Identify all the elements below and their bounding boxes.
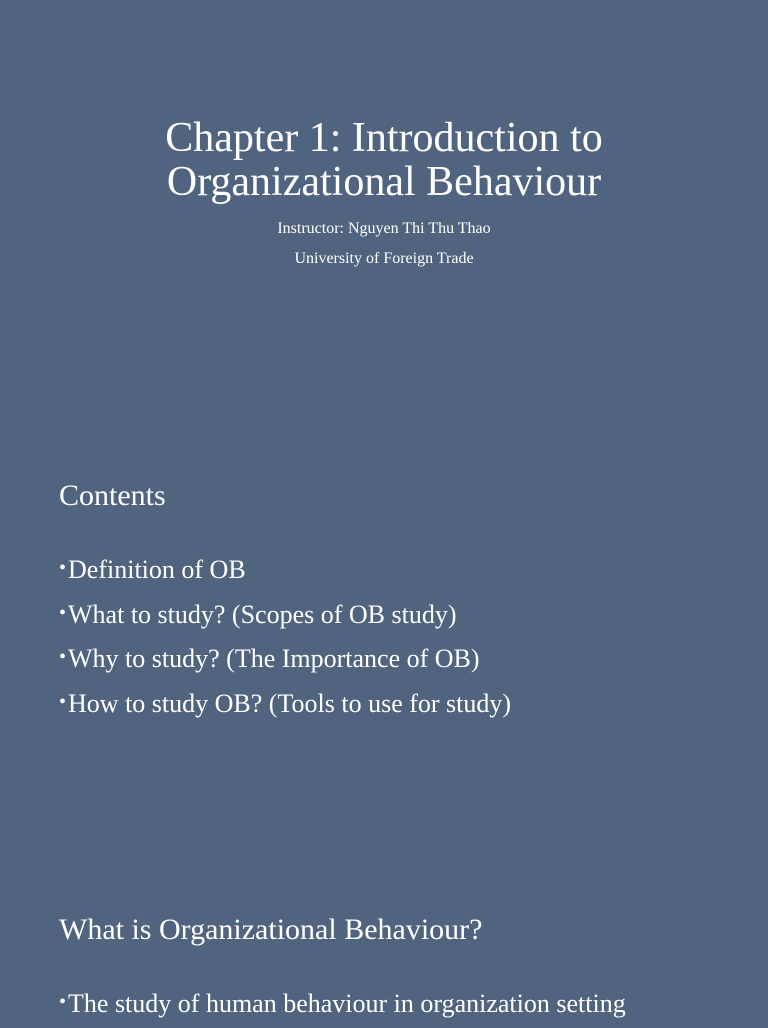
university-line: University of Foreign Trade — [294, 250, 474, 267]
definition-slide — [0, 840, 768, 1024]
bullet-icon: • — [59, 646, 67, 668]
instructor-line: Instructor: Nguyen Thi Thu Thao — [277, 220, 491, 237]
slide-title-line-1: Chapter 1: Introduction to — [165, 115, 603, 161]
slide-title-line-2: Organizational Behaviour — [166, 159, 602, 205]
list-item — [59, 594, 511, 639]
list-item — [59, 683, 511, 728]
list-item-text: Why to study? (The Importance of OB) — [68, 644, 480, 673]
title-slide — [0, 0, 768, 420]
contents-heading: Contents — [59, 479, 166, 512]
list-item-text: Definition of OB — [68, 555, 246, 584]
list-item-text: The study of human behaviour in organization setting — [68, 989, 626, 1018]
list-item-text: How to study OB? (Tools to use for study) — [68, 688, 512, 718]
bullet-icon: • — [59, 991, 67, 1013]
definition-heading: What is Organizational Behaviour? — [59, 913, 483, 946]
list-item — [59, 549, 511, 594]
bullet-icon: • — [59, 557, 67, 579]
bullet-icon: • — [59, 690, 67, 713]
list-item-text: What to study? (Scopes of OB study) — [68, 599, 457, 629]
list-item — [59, 638, 511, 683]
contents-list — [59, 549, 511, 727]
list-item — [59, 983, 626, 1028]
contents-slide — [0, 420, 768, 840]
bullet-icon: • — [59, 601, 67, 624]
definition-list — [59, 983, 626, 1028]
title-block — [0, 116, 768, 274]
